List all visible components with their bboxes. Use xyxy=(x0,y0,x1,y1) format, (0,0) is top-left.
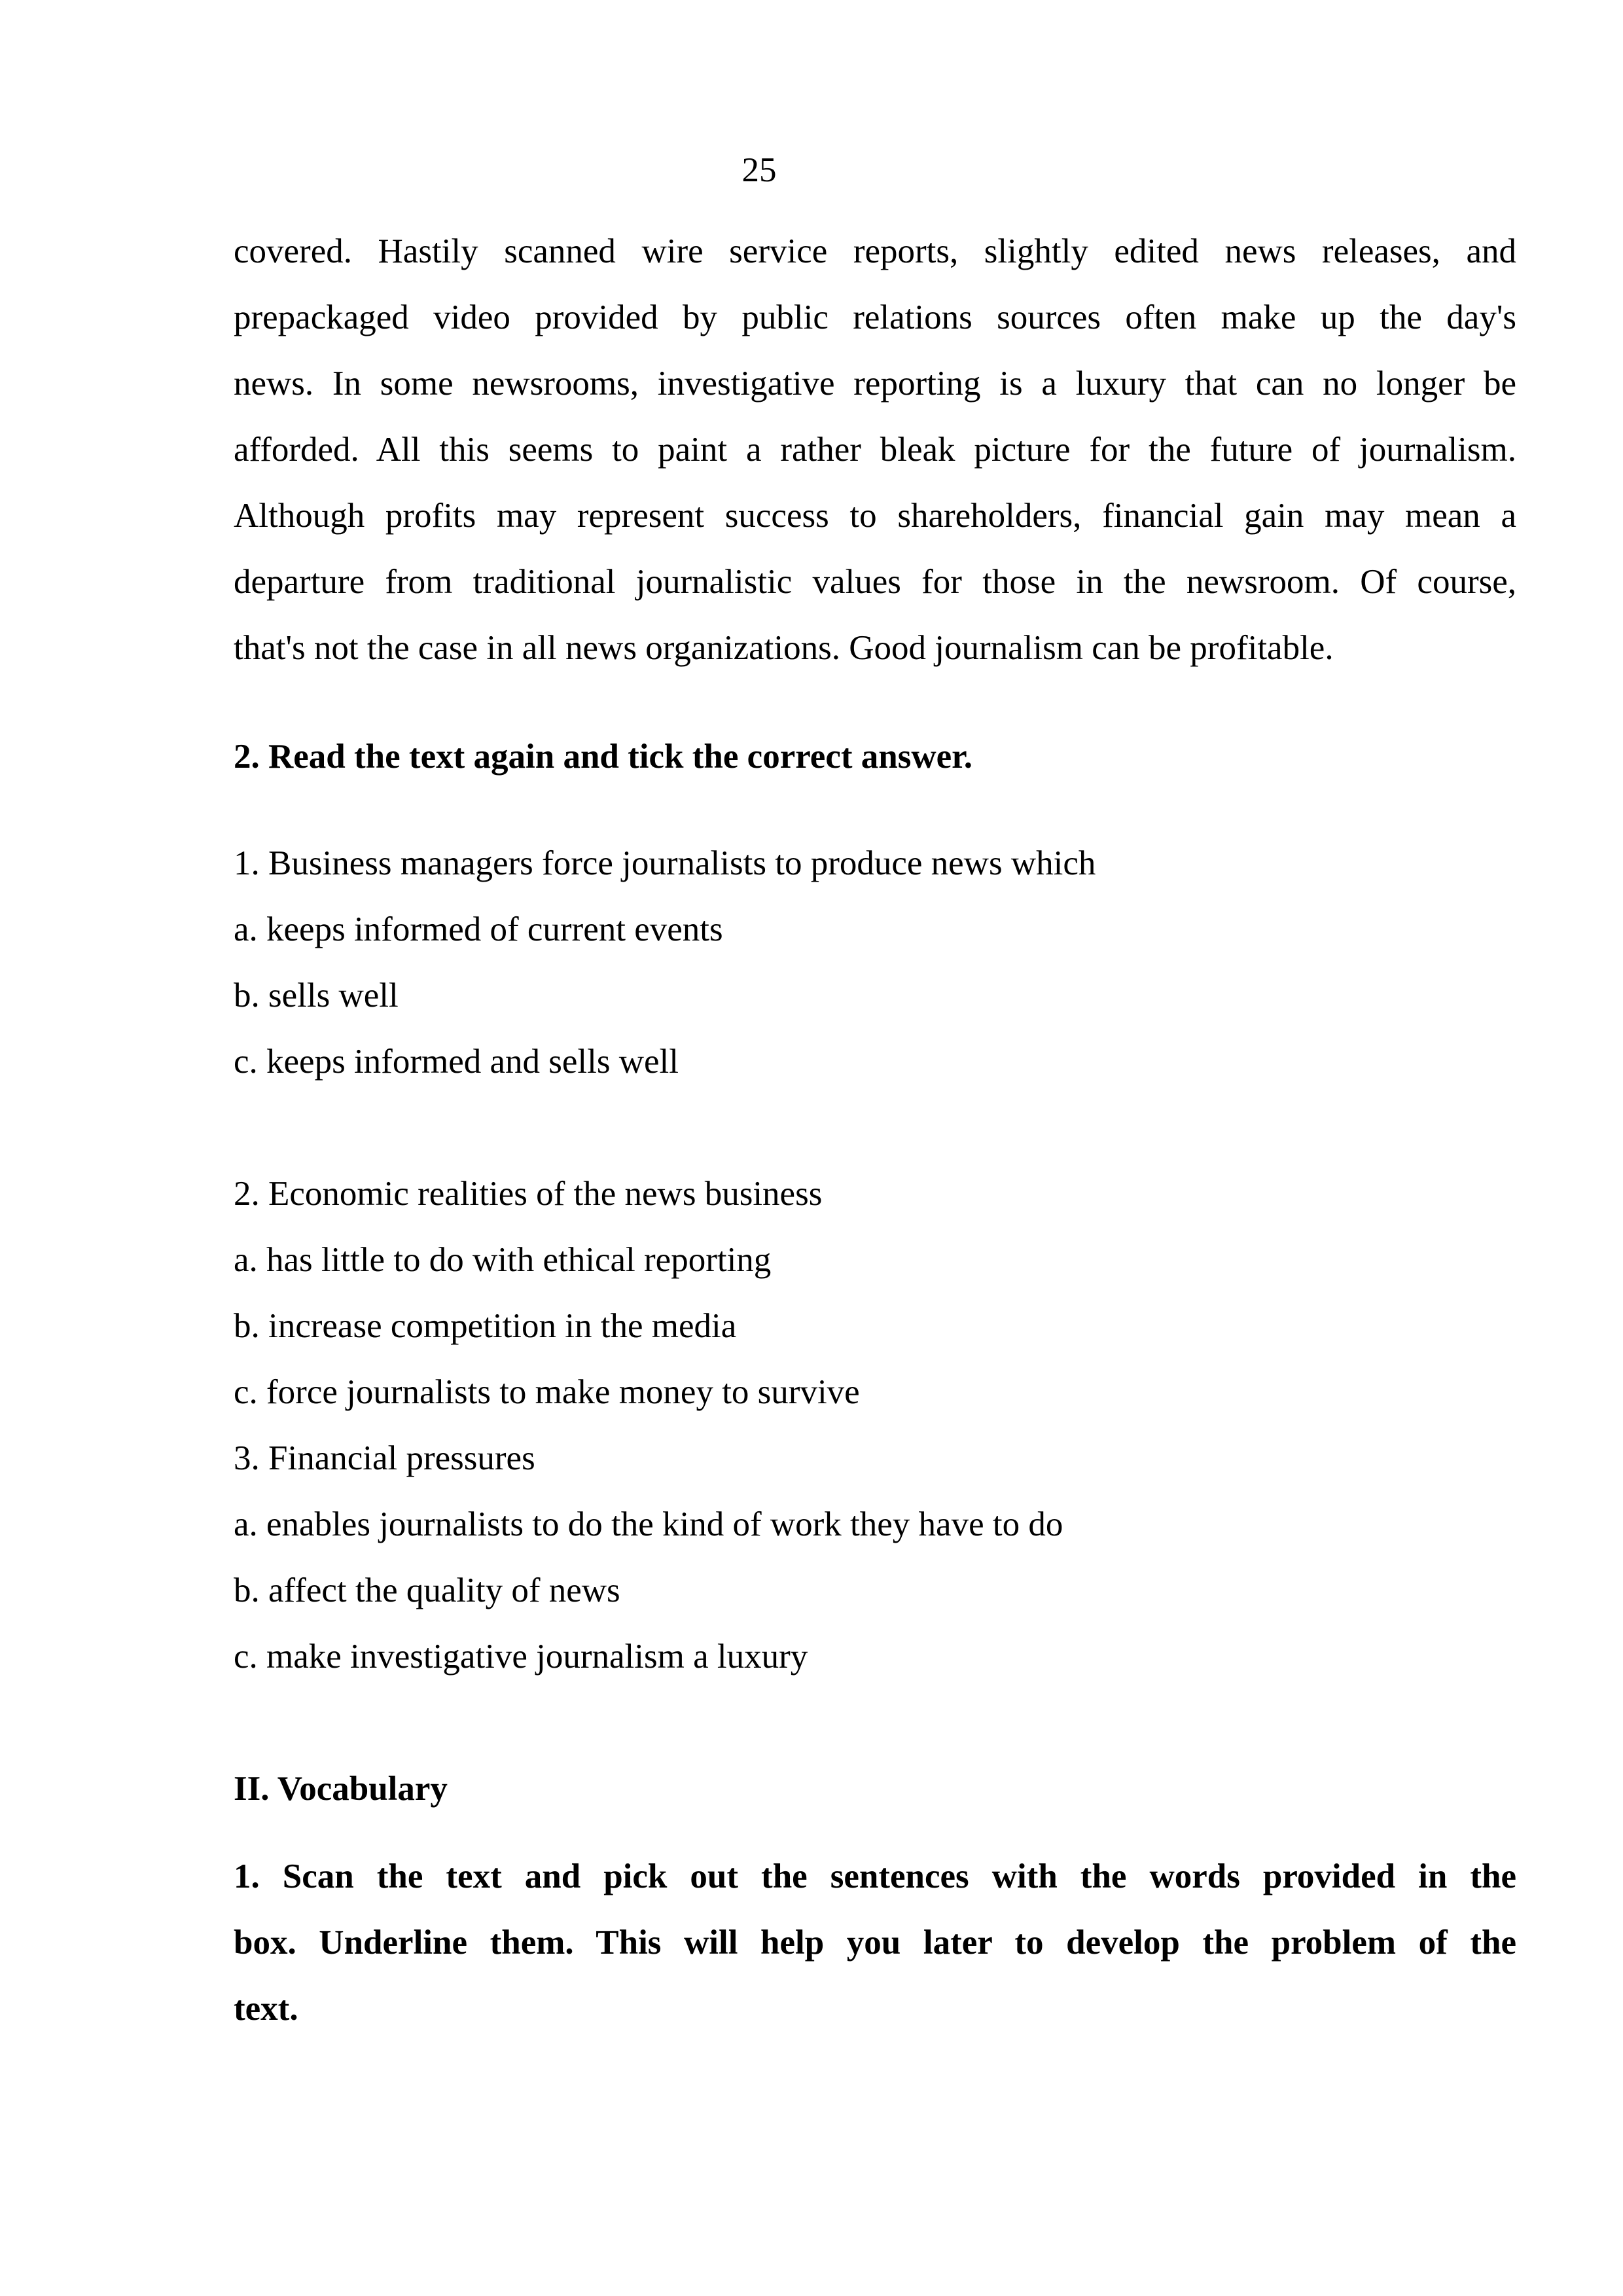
question-stem: 1. Business managers force journalists to produce news which xyxy=(234,844,1096,882)
paragraph-line: afforded. All this seems to paint a rather bleak picture for the future of journalism. xyxy=(234,431,1516,469)
task-line: box. Underline them. This will help you later to develop the problem of the xyxy=(234,1924,1516,1962)
question-2 xyxy=(234,1161,1516,1426)
question-stem: 2. Economic realities of the news business xyxy=(234,1175,823,1213)
answer-option[interactable]: a. enables journalists to do the kind of work they have to do xyxy=(234,1505,1063,1543)
answer-option[interactable]: a. has little to do with ethical reporting xyxy=(234,1241,772,1279)
task-line: text. xyxy=(234,1990,298,2028)
question-stem: 3. Financial pressures xyxy=(234,1439,535,1477)
section-heading-vocabulary: II. Vocabulary xyxy=(234,1770,448,1808)
answer-option[interactable]: c. force journalists to make money to survive xyxy=(234,1373,860,1411)
paragraph-line: prepackaged video provided by public relations sources often make up the day's xyxy=(234,298,1516,336)
answer-option[interactable]: b. affect the quality of news xyxy=(234,1571,620,1609)
paragraph-line: Although profits may represent success to shareholders, financial gain may mean a xyxy=(234,497,1516,535)
reading-paragraph xyxy=(234,219,1516,681)
answer-option[interactable]: c. make investigative journalism a luxury xyxy=(234,1638,808,1676)
question-1 xyxy=(234,831,1516,1095)
paragraph-line: that's not the case in all news organizations. Good journalism can be profitable. xyxy=(234,629,1334,667)
paragraph-line: covered. Hastily scanned wire service reports, slightly edited news releases, and xyxy=(234,232,1516,270)
question-3 xyxy=(234,1426,1516,1690)
page-content xyxy=(234,219,1516,2042)
answer-option[interactable]: b. increase competition in the media xyxy=(234,1307,737,1345)
exercise-heading: 2. Read the text again and tick the correct answer. xyxy=(234,738,973,776)
page-number: 25 xyxy=(741,151,777,189)
paragraph-line: departure from traditional journalistic values for those in the newsroom. Of course, xyxy=(234,563,1516,601)
answer-option[interactable]: b. sells well xyxy=(234,977,399,1014)
task-line: 1. Scan the text and pick out the sentences with the words provided in the xyxy=(234,1857,1516,1895)
vocabulary-task-heading xyxy=(234,1844,1516,2042)
answer-option[interactable]: c. keeps informed and sells well xyxy=(234,1043,679,1081)
paragraph-line: news. In some newsrooms, investigative reporting is a luxury that can no longer be xyxy=(234,365,1516,403)
answer-option[interactable]: a. keeps informed of current events xyxy=(234,910,723,948)
